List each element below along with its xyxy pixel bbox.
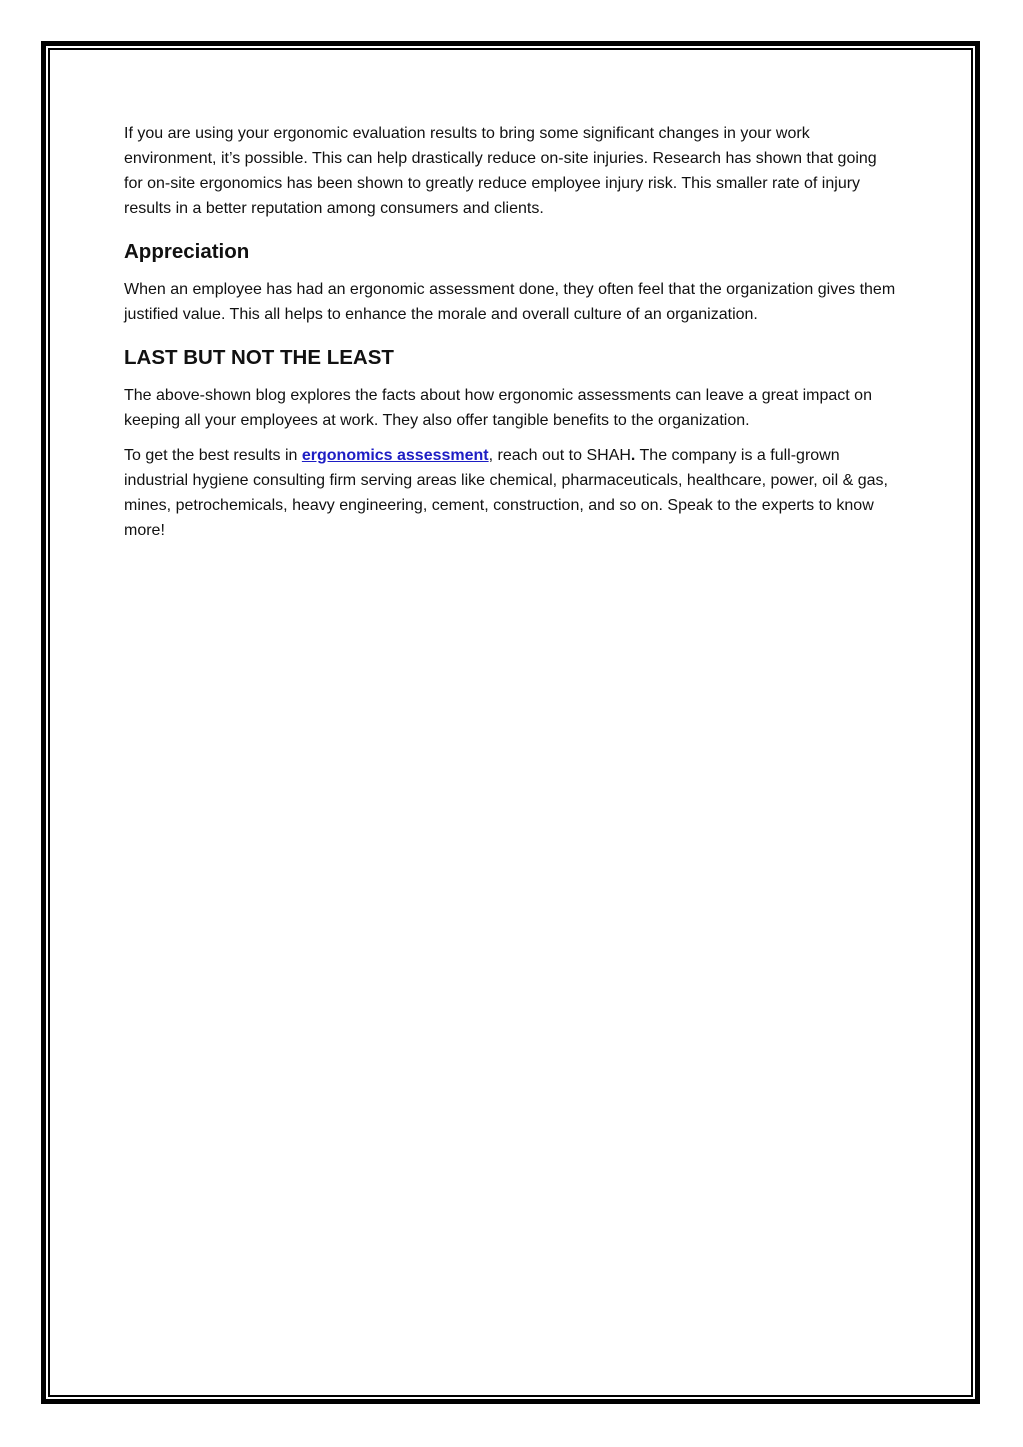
- paragraph-ergonomic-evaluation: If you are using your ergonomic evaluation results to bring some significant changes in your work environment, it’s possible. This can help drastically reduce on-site injuries. Research has shown that going for on-site ergonomics has been shown to greatly reduce employee injury risk. This smaller rate of injury results in a better reputation among consumers and clients.: [124, 125, 877, 217]
- document-body: [124, 121, 896, 553]
- cta-middle-text: , reach out to SHAH: [488, 447, 631, 464]
- heading-appreciation: Appreciation: [124, 240, 250, 263]
- paragraph-blog-summary: The above-shown blog explores the facts about how ergonomic assessments can leave a great impact on keeping all your employees at work. They also offer tangible benefits to the organization.: [124, 387, 872, 429]
- paragraph-appreciation: When an employee has had an ergonomic assessment done, they often feel that the organization gives them justified value. This all helps to enhance the morale and overall culture of an organization.: [124, 281, 896, 323]
- cta-bold-period: .: [630, 447, 636, 464]
- paragraph-call-to-action: [124, 443, 896, 543]
- cta-suffix-text: The company is a full-grown industrial hygiene consulting firm serving areas like chemical, pharmaceuticals, healthcare, power, oil & gas, mines, petrochemicals, heavy engineering, cement, construction, and so on. Speak to the experts to know more!: [124, 447, 888, 539]
- ergonomics-assessment-link[interactable]: ergonomics assessment: [301, 447, 489, 464]
- cta-prefix-text: To get the best results in: [124, 447, 302, 464]
- heading-last-but-not-least: LAST BUT NOT THE LEAST: [124, 346, 394, 369]
